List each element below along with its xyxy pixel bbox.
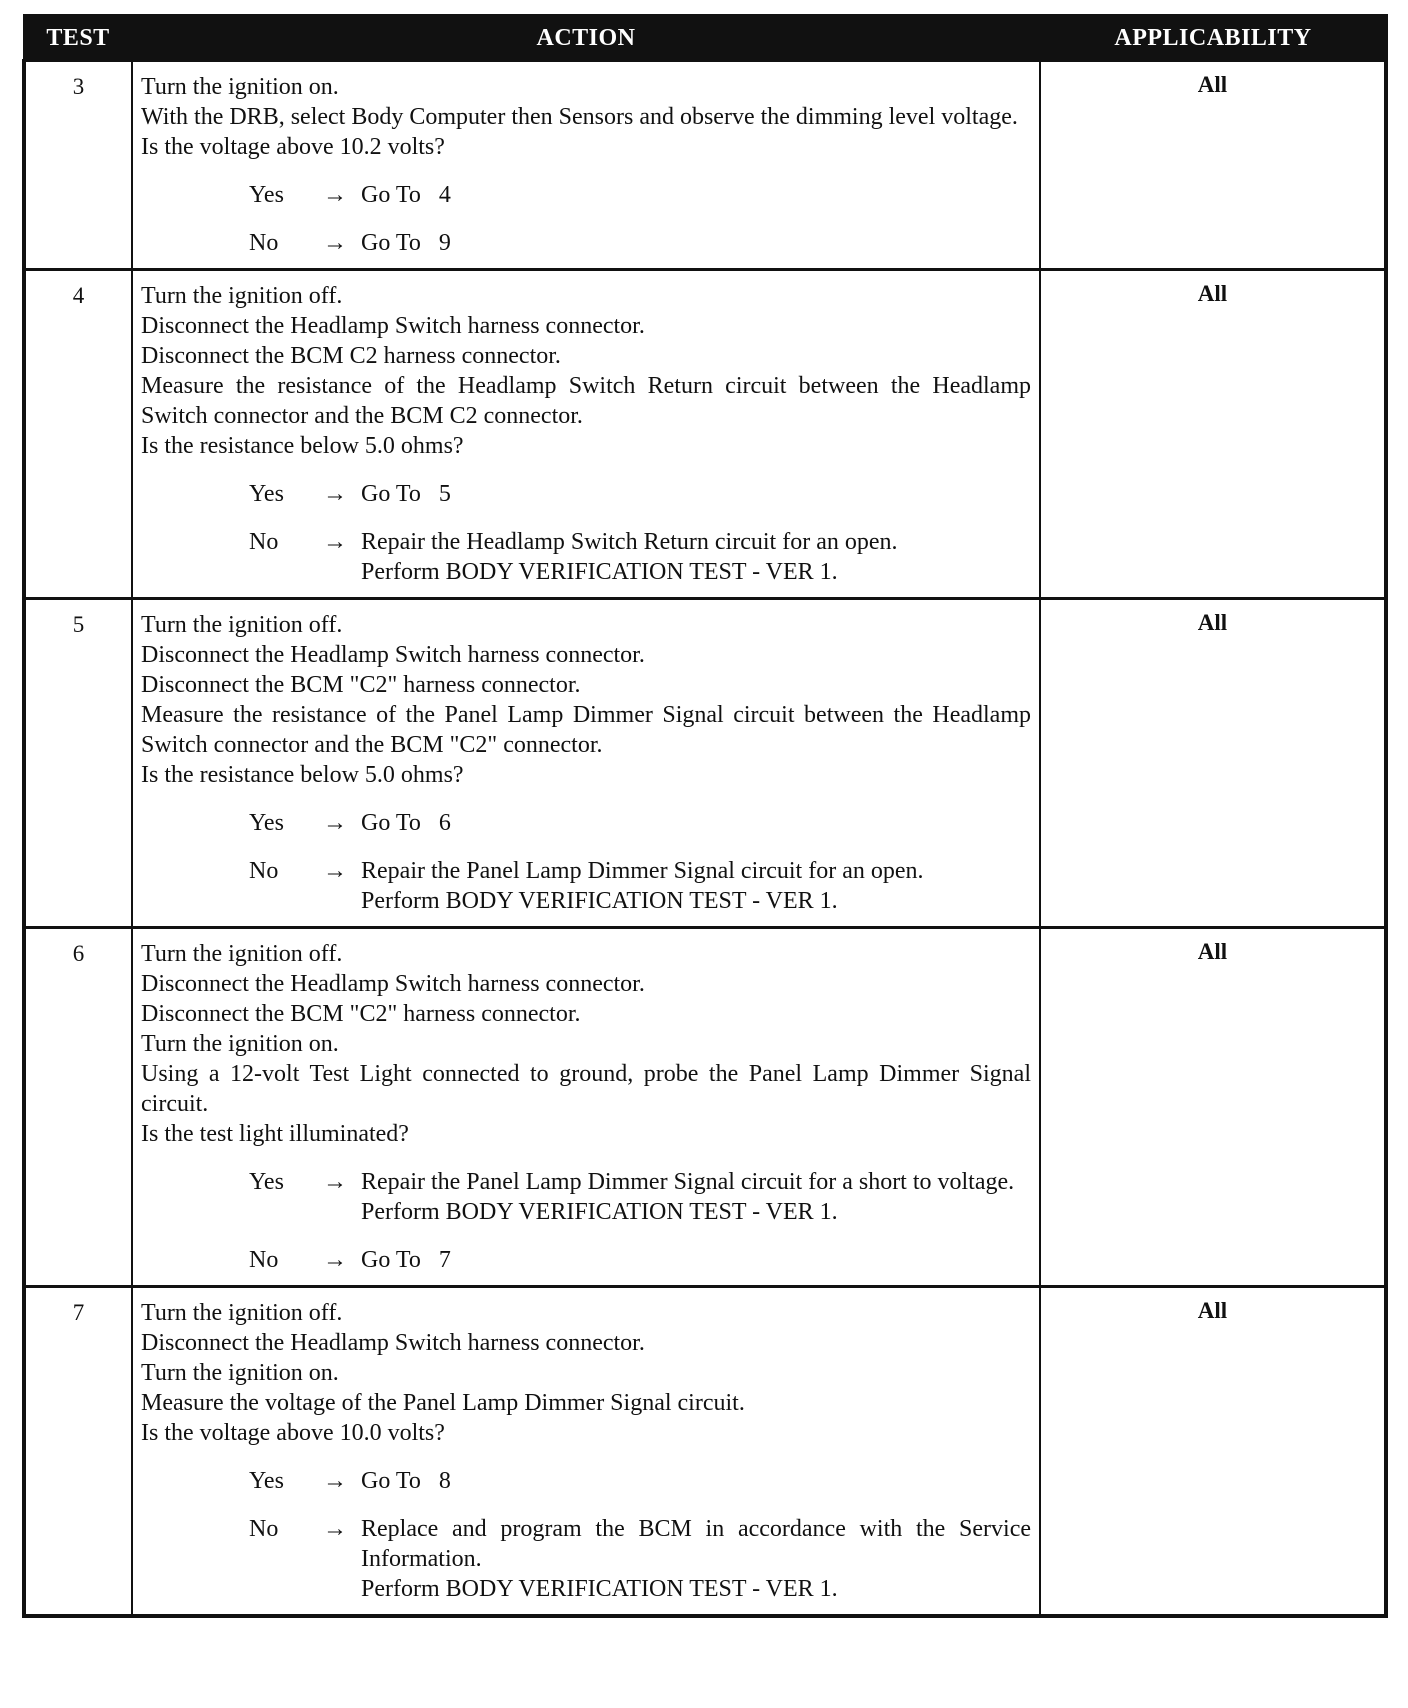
result-line: Repair the Headlamp Switch Return circuit for an open. [361, 529, 898, 555]
table-header [24, 16, 1386, 61]
yes-label: Yes [249, 810, 284, 836]
action-step: Turn the ignition on. [141, 1360, 339, 1386]
action-step: With the DRB, select Body Computer then Sensors and observe the dimming level voltage. [141, 104, 1018, 130]
action-step: Disconnect the Headlamp Switch harness connector. [141, 1330, 645, 1356]
action-step: Is the test light illuminated? [141, 1121, 409, 1147]
diagnostic-table [22, 14, 1388, 1618]
right-arrow-icon: → [323, 481, 347, 507]
applicability-value: All [1040, 1287, 1386, 1617]
right-arrow-icon: → [323, 182, 347, 208]
right-arrow-icon: → [323, 230, 347, 256]
no-label: No [249, 858, 279, 884]
yes-label: Yes [249, 1169, 284, 1195]
action-step: Disconnect the BCM "C2" harness connector. [141, 672, 581, 698]
test-number: 3 [24, 61, 132, 270]
result-line: Repair the Panel Lamp Dimmer Signal circuit for an open. [361, 858, 924, 884]
no-label: No [249, 529, 279, 555]
result-line: Replace and program the BCM in accordance with the Service Information. [361, 1516, 1037, 1572]
yes-result [361, 1167, 1031, 1227]
no-outcome [249, 856, 1031, 916]
result-line: Go To 6 [361, 810, 451, 836]
action-step: Turn the ignition off. [141, 1300, 343, 1326]
test-number: 7 [24, 1287, 132, 1617]
result-line: Go To 7 [361, 1247, 451, 1273]
table-row [24, 599, 1386, 928]
yes-outcome [249, 1466, 1031, 1496]
result-line: Perform BODY VERIFICATION TEST - VER 1. [361, 1199, 838, 1225]
right-arrow-icon: → [323, 1169, 347, 1195]
action-step: Turn the ignition off. [141, 941, 343, 967]
header-action: ACTION [132, 16, 1040, 61]
yes-outcome [249, 1167, 1031, 1227]
right-arrow-icon: → [323, 529, 347, 555]
no-label: No [249, 1516, 279, 1542]
yes-result [361, 479, 1031, 509]
action-step: Is the voltage above 10.2 volts? [141, 134, 445, 160]
no-result [361, 856, 1031, 916]
applicability-value: All [1040, 270, 1386, 599]
right-arrow-icon: → [323, 810, 347, 836]
result-line: Perform BODY VERIFICATION TEST - VER 1. [361, 559, 838, 585]
action-cell [132, 270, 1040, 599]
no-result [361, 228, 1031, 258]
applicability-value: All [1040, 928, 1386, 1287]
right-arrow-icon: → [323, 1468, 347, 1494]
action-cell [132, 599, 1040, 928]
action-step: Disconnect the Headlamp Switch harness connector. [141, 313, 645, 339]
result-line: Repair the Panel Lamp Dimmer Signal circuit for a short to voltage. [361, 1169, 1015, 1195]
header-test: TEST [24, 16, 132, 61]
yes-label: Yes [249, 481, 284, 507]
result-line: Go To 4 [361, 182, 451, 208]
yes-outcome [249, 479, 1031, 509]
action-step: Turn the ignition off. [141, 283, 343, 309]
table-row [24, 61, 1386, 270]
header-applicability: APPLICABILITY [1040, 16, 1386, 61]
action-step: Turn the ignition on. [141, 1031, 339, 1057]
right-arrow-icon: → [323, 1516, 347, 1542]
action-cell [132, 61, 1040, 270]
yes-result [361, 180, 1031, 210]
no-outcome [249, 228, 1031, 258]
action-cell [132, 1287, 1040, 1617]
no-label: No [249, 1247, 279, 1273]
result-line: Go To 8 [361, 1468, 451, 1494]
action-step: Disconnect the BCM C2 harness connector. [141, 343, 561, 369]
action-step: Turn the ignition on. [141, 74, 339, 100]
yes-outcome [249, 808, 1031, 838]
no-outcome [249, 1245, 1031, 1275]
yes-label: Yes [249, 1468, 284, 1494]
action-step: Measure the resistance of the Panel Lamp Dimmer Signal circuit between the Headlamp Switch connector and the BCM "C2" connector. [141, 702, 1031, 758]
action-step: Is the resistance below 5.0 ohms? [141, 762, 464, 788]
action-step: Measure the voltage of the Panel Lamp Dimmer Signal circuit. [141, 1390, 745, 1416]
action-cell [132, 928, 1040, 1287]
right-arrow-icon: → [323, 1247, 347, 1273]
yes-result [361, 808, 1031, 838]
action-step: Measure the resistance of the Headlamp Switch Return circuit between the Headlamp Switch connector and the BCM C2 connector. [141, 373, 1031, 429]
table-row [24, 1287, 1386, 1617]
test-number: 4 [24, 270, 132, 599]
yes-result [361, 1466, 1031, 1496]
action-step: Using a 12-volt Test Light connected to ground, probe the Panel Lamp Dimmer Signal circuit. [141, 1061, 1031, 1117]
right-arrow-icon: → [323, 858, 347, 884]
no-label: No [249, 230, 279, 256]
result-line: Go To 9 [361, 230, 451, 256]
action-step: Turn the ignition off. [141, 612, 343, 638]
action-step: Disconnect the BCM "C2" harness connector. [141, 1001, 581, 1027]
no-outcome [249, 527, 1031, 587]
table-row [24, 928, 1386, 1287]
action-step: Is the voltage above 10.0 volts? [141, 1420, 445, 1446]
test-number: 6 [24, 928, 132, 1287]
table-row [24, 270, 1386, 599]
applicability-value: All [1040, 599, 1386, 928]
result-line: Perform BODY VERIFICATION TEST - VER 1. [361, 888, 838, 914]
no-outcome [249, 1514, 1037, 1604]
action-step: Disconnect the Headlamp Switch harness connector. [141, 971, 645, 997]
yes-label: Yes [249, 182, 284, 208]
result-line: Go To 5 [361, 481, 451, 507]
no-result [361, 1245, 1031, 1275]
yes-outcome [249, 180, 1031, 210]
test-number: 5 [24, 599, 132, 928]
result-line: Perform BODY VERIFICATION TEST - VER 1. [361, 1576, 838, 1602]
applicability-value: All [1040, 61, 1386, 270]
action-step: Is the resistance below 5.0 ohms? [141, 433, 464, 459]
no-result [361, 1514, 1037, 1604]
action-step: Disconnect the Headlamp Switch harness connector. [141, 642, 645, 668]
no-result [361, 527, 1031, 587]
